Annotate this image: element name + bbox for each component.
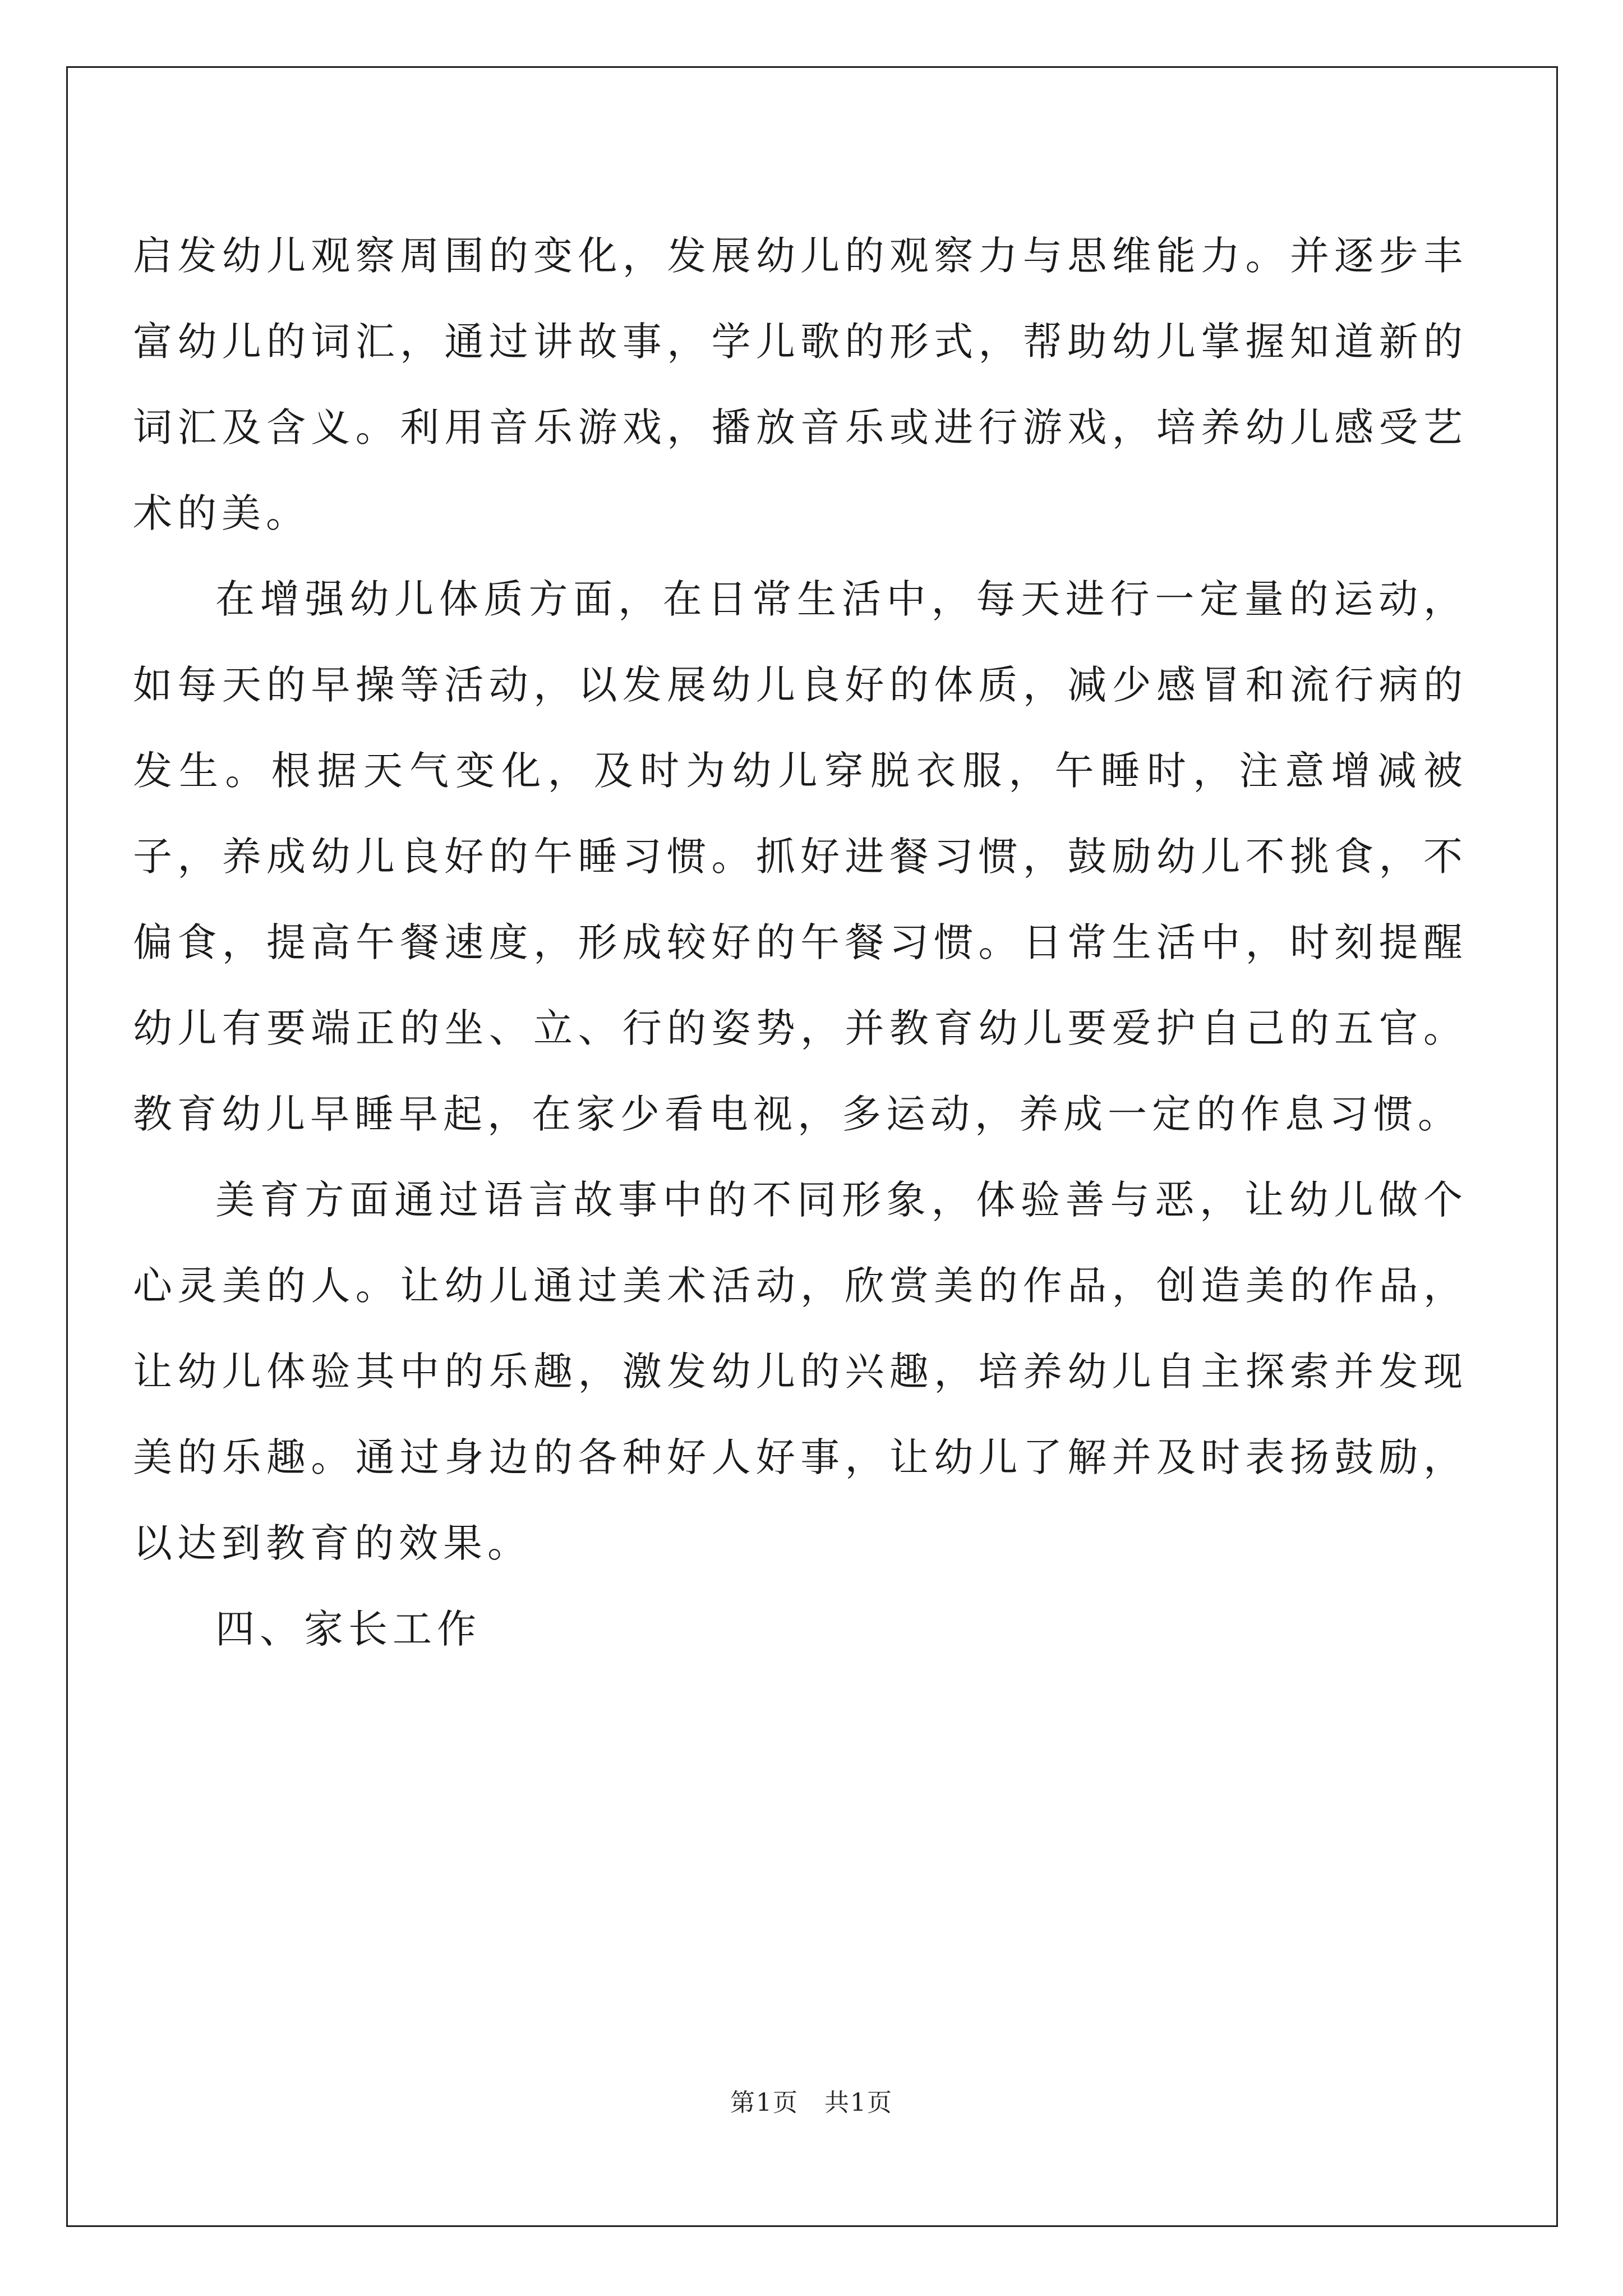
paragraph-1: 启发幼儿观察周围的变化，发展幼儿的观察力与思维能力。并逐步丰富幼儿的词汇，通过讲故事，学儿歌的形式，帮助幼儿掌握知道新的词汇及含义。利用音乐游戏，播放音乐或进行游戏，培养幼儿感受艺术的美。 xyxy=(133,233,1468,536)
page-footer: 第1页 共1页 xyxy=(730,2088,893,2117)
document-body xyxy=(133,213,1468,1672)
section-heading: 四、家长工作 xyxy=(215,1606,481,1652)
paragraph-2: 在增强幼儿体质方面，在日常生活中，每天进行一定量的运动，如每天的早操等活动，以发展幼儿良好的体质，减少感冒和流行病的发生。根据天气变化，及时为幼儿穿脱衣服，午睡时，注意增减被子，养成幼儿良好的午睡习惯。抓好进餐习惯，鼓励幼儿不挑食，不偏食，提高午餐速度，形成较好的午餐习惯。日常生活中，时刻提醒幼儿有要端正的坐、立、行的姿势，并教育幼儿要爱护自己的五官。教育幼儿早睡早起，在家少看电视，多运动，养成一定的作息习惯。 xyxy=(133,576,1468,1137)
paragraph-3: 美育方面通过语言故事中的不同形象，体验善与恶，让幼儿做个心灵美的人。让幼儿通过美术活动，欣赏美的作品，创造美的作品，让幼儿体验其中的乐趣，激发幼儿的兴趣，培养幼儿自主探索并发现美的乐趣。通过身边的各种好人好事，让幼儿了解并及时表扬鼓励，以达到教育的效果。 xyxy=(133,1177,1468,1566)
